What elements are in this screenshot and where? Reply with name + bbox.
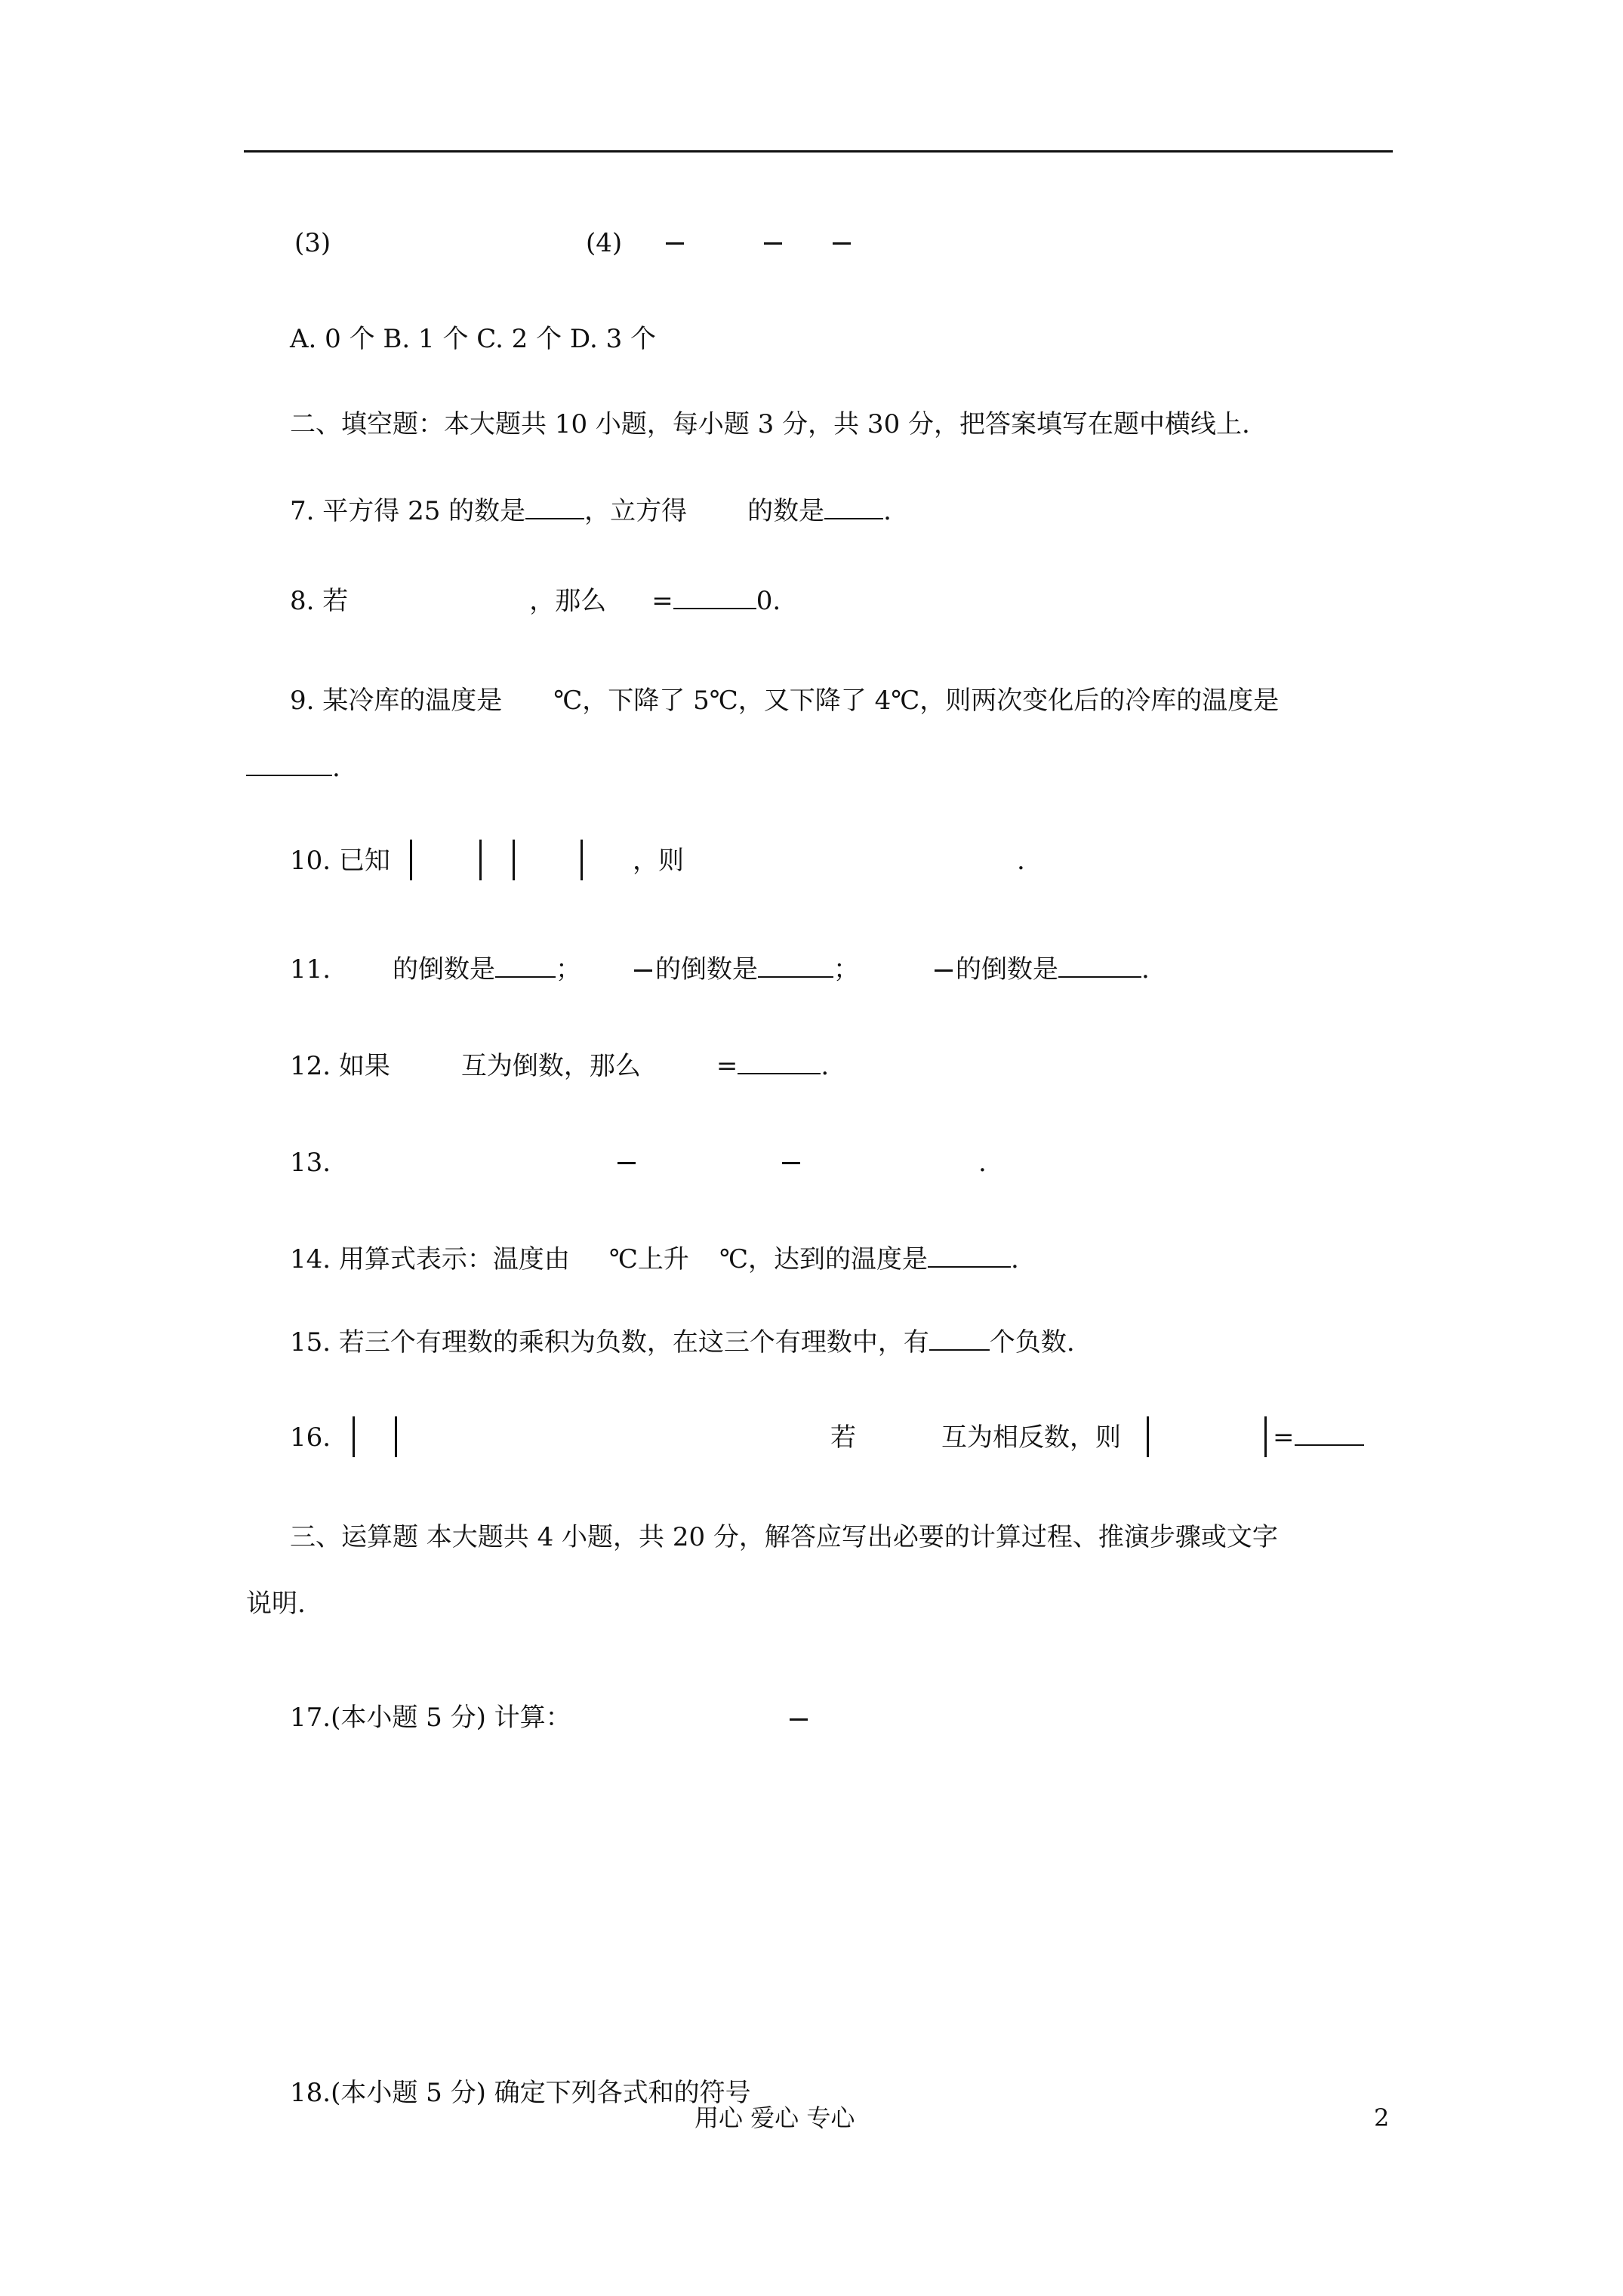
q9-text-a: 某冷库的温度是 <box>322 686 503 716</box>
section3-heading-line2: 说明. <box>246 1589 306 1619</box>
q16-text-a: 若 <box>830 1422 856 1453</box>
q10-end: . <box>1017 846 1025 876</box>
q15-blank[interactable] <box>929 1327 990 1351</box>
q14-blank[interactable] <box>928 1244 1011 1268</box>
abs-bar <box>581 840 583 880</box>
question-11-c <box>956 953 1150 986</box>
q11-text-a: 的倒数是 <box>393 954 495 985</box>
q15-number: 15. <box>290 1327 331 1358</box>
q16-text-b: 互为相反数，则 <box>941 1422 1121 1453</box>
q7-text-b: ，立方得 <box>584 496 688 526</box>
abs-bar <box>353 1416 355 1457</box>
q12-number: 12. <box>290 1051 331 1081</box>
q10-number: 10. <box>290 846 331 876</box>
q11-text-c: 的倒数是 <box>956 954 1058 985</box>
q13-end: . <box>978 1148 987 1178</box>
minus-sign <box>935 969 953 972</box>
q10-text-b: ，则 <box>633 846 684 876</box>
q11-blank-1[interactable] <box>495 954 556 978</box>
q8-text-c: = <box>651 586 673 616</box>
q16-blank[interactable] <box>1295 1422 1364 1446</box>
q8-text-b: ，那么 <box>529 586 607 616</box>
q9-number: 9. <box>290 686 315 716</box>
question-15 <box>290 1326 1075 1359</box>
q9-end: . <box>332 753 340 783</box>
q11-blank-2[interactable] <box>758 954 833 978</box>
q8-blank[interactable] <box>673 585 756 609</box>
abs-bar <box>1264 1416 1267 1457</box>
q13-number: 13. <box>290 1148 331 1178</box>
q14-text-c: ℃，达到的温度是 <box>719 1244 928 1274</box>
minus-sign <box>666 242 684 245</box>
abs-bar <box>410 840 412 880</box>
q14-text-a: 用算式表示：温度由 <box>338 1244 570 1274</box>
abs-bar <box>513 840 515 880</box>
q14-end: . <box>1010 1244 1019 1274</box>
q12-text-a: 如果 <box>338 1051 390 1081</box>
header-rule <box>244 150 1393 153</box>
q8-text-a: 若 <box>322 586 349 616</box>
q11-sep-1: ； <box>556 954 581 985</box>
q12-blank[interactable] <box>738 1050 821 1074</box>
q7-blank-1[interactable] <box>525 495 584 519</box>
q8-number: 8. <box>290 586 315 616</box>
q6-item3: (3) <box>294 228 331 258</box>
q12-text-b: 互为倒数，那么 <box>460 1051 641 1081</box>
q11-sep-2: ； <box>833 954 859 985</box>
q16-number: 16. <box>290 1422 331 1453</box>
q14-text-b: ℃上升 <box>608 1244 689 1274</box>
q12-end: . <box>821 1051 830 1081</box>
q7-number: 7. <box>290 496 315 526</box>
q11-number: 11. <box>290 954 331 985</box>
q16-text-c: = <box>1273 1422 1295 1453</box>
minus-sign <box>634 969 652 972</box>
minus-sign <box>764 242 782 245</box>
q11-text-b: 的倒数是 <box>655 954 758 985</box>
q9-text-b: ℃，下降了 5℃，又下降了 4℃，则两次变化后的冷库的温度是 <box>553 686 1280 716</box>
question-16-end <box>1273 1421 1364 1454</box>
q7-end: . <box>883 496 892 526</box>
question-11 <box>393 953 581 986</box>
minus-sign <box>833 242 851 245</box>
q6-options: A. 0 个 B. 1 个 C. 2 个 D. 3 个 <box>290 324 657 354</box>
question-8 <box>290 584 781 618</box>
q9-blank[interactable] <box>246 752 332 776</box>
question-9 <box>290 684 1279 717</box>
question-9-line2 <box>246 751 340 784</box>
section3-heading-line1: 三、运算题 本大题共 4 小题，共 20 分，解答应写出必要的计算过程、推演步骤或文字 <box>290 1522 1278 1552</box>
q11-end: . <box>1141 954 1150 985</box>
q7-blank-2[interactable] <box>824 495 883 519</box>
page-number: 2 <box>1374 2103 1390 2132</box>
q6-item4: (4) <box>586 228 623 258</box>
section2-heading: 二、填空题：本大题共 10 小题，每小题 3 分，共 30 分，把答案填写在题中横线上. <box>290 409 1250 439</box>
footer-slogan: 用心 爱心 专心 <box>694 2103 855 2132</box>
minus-sign <box>790 1718 808 1721</box>
question-10 <box>290 844 390 877</box>
minus-sign <box>617 1162 636 1164</box>
question-18: 18.(本小题 5 分) 确定下列各式和的符号 <box>290 2078 751 2108</box>
question-17: 17.(本小题 5 分) 计算： <box>290 1703 571 1733</box>
abs-bar <box>395 1416 397 1457</box>
abs-bar <box>1147 1416 1149 1457</box>
abs-bar <box>479 840 482 880</box>
question-12 <box>290 1049 829 1083</box>
question-11-b <box>655 953 859 986</box>
q14-number: 14. <box>290 1244 331 1274</box>
q10-text-a: 已知 <box>338 846 390 876</box>
q7-text-a: 平方得 25 的数是 <box>322 496 526 526</box>
q8-text-d: 0. <box>756 586 781 616</box>
question-14 <box>290 1243 1019 1276</box>
q11-blank-3[interactable] <box>1058 954 1141 978</box>
q15-text-b: 个负数. <box>989 1327 1075 1358</box>
q15-text-a: 若三个有理数的乘积为负数，在这三个有理数中，有 <box>338 1327 929 1358</box>
q12-text-c: = <box>716 1051 738 1081</box>
q7-text-c: 的数是 <box>747 496 825 526</box>
question-7 <box>290 495 892 528</box>
minus-sign <box>782 1162 800 1164</box>
